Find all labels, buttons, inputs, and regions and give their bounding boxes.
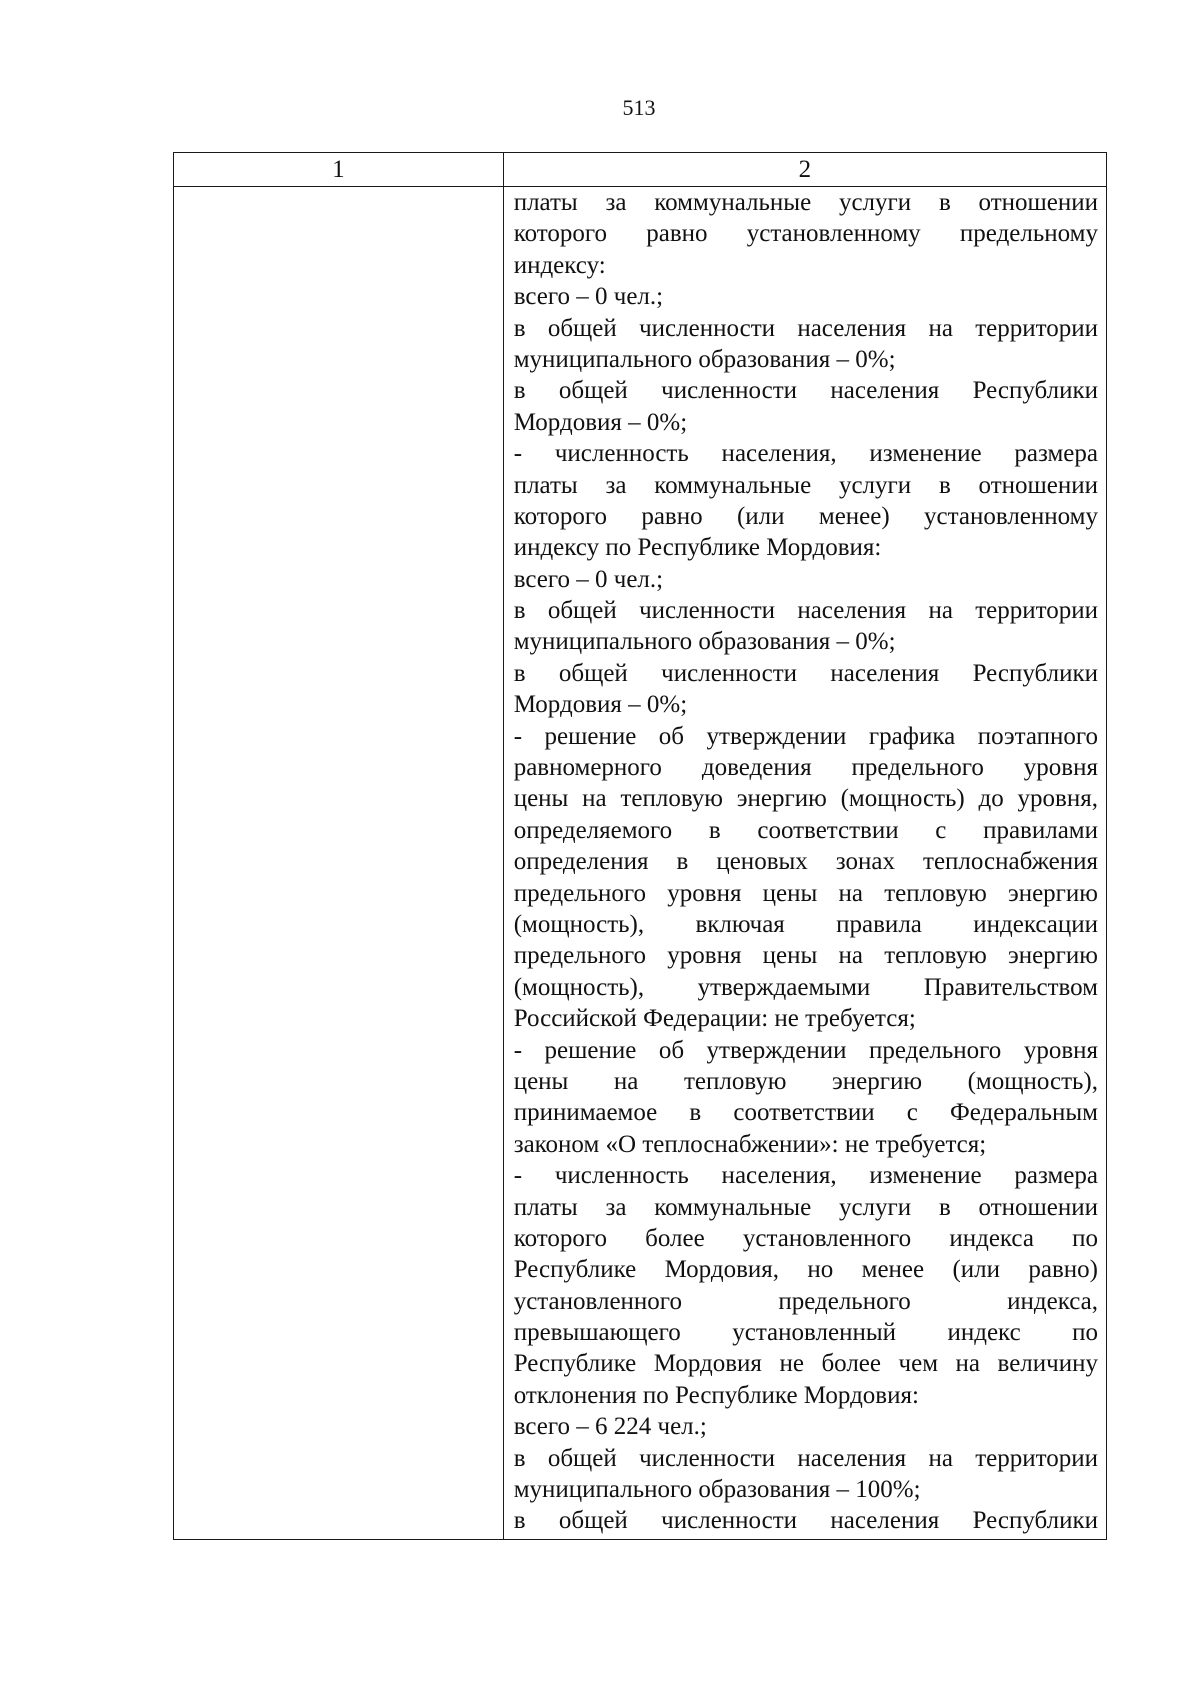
text-line: индексу по Республике Мордовия: bbox=[513, 534, 882, 562]
text-line: законом «О теплоснабжении»: не требуется; bbox=[513, 1130, 987, 1158]
page-number: 513 bbox=[622, 95, 656, 120]
table-cell-column-2 bbox=[503, 187, 1106, 1540]
text-line: всего – 0 чел.; bbox=[513, 565, 664, 593]
text-line: в общей численности населения Республики bbox=[513, 1507, 1098, 1535]
text-line: определяемого в соответствии с правилами bbox=[513, 816, 1098, 844]
text-line: платы за коммунальные услуги в отношении bbox=[513, 471, 1098, 499]
text-line: Мордовия – 0%; bbox=[513, 691, 688, 719]
text-line: которого более установленного индекса по bbox=[513, 1224, 1098, 1252]
text-line: - решение об утверждении предельного уровня bbox=[513, 1036, 1098, 1064]
text-line: в общей численности населения на территории bbox=[513, 1444, 1098, 1472]
text-line: муниципального образования – 0%; bbox=[513, 345, 896, 373]
text-line: принимаемое в соответствии с Федеральным bbox=[513, 1099, 1098, 1127]
text-line: предельного уровня цены на тепловую энергию bbox=[513, 879, 1098, 907]
text-line: платы за коммунальные услуги в отношении bbox=[513, 189, 1098, 216]
text-line: в общей численности населения на территории bbox=[513, 314, 1098, 342]
text-line: муниципального образования – 100%; bbox=[513, 1476, 921, 1504]
text-line: всего – 0 чел.; bbox=[513, 283, 664, 311]
text-line: в общей численности населения Республики bbox=[513, 377, 1098, 405]
column-header-2: 2 bbox=[503, 153, 1106, 187]
text-line: (мощность), утверждаемыми Правительством bbox=[513, 973, 1098, 1001]
cell-text-block bbox=[514, 187, 1098, 1537]
text-line: отклонения по Республике Мордовия: bbox=[513, 1381, 919, 1409]
text-line: платы за коммунальные услуги в отношении bbox=[513, 1193, 1098, 1221]
table-header-row bbox=[174, 153, 1107, 187]
text-line: индексу: bbox=[513, 251, 606, 279]
text-line: (мощность), включая правила индексации bbox=[513, 910, 1098, 938]
text-line: которого равно (или менее) установленному bbox=[513, 502, 1098, 530]
text-line: равномерного доведения предельного уровня bbox=[513, 754, 1098, 782]
text-line: определения в ценовых зонах теплоснабжения bbox=[513, 848, 1098, 876]
text-line: превышающего установленный индекс по bbox=[513, 1319, 1098, 1347]
text-line: Республике Мордовия, но менее (или равно) bbox=[513, 1256, 1098, 1284]
text-line: Республике Мордовия не более чем на величину bbox=[513, 1350, 1098, 1378]
text-line: Мордовия – 0%; bbox=[513, 408, 688, 436]
text-line: предельного уровня цены на тепловую энергию bbox=[513, 942, 1098, 970]
text-line: установленного предельного индекса, bbox=[513, 1287, 1098, 1315]
text-line: - решение об утверждении графика поэтапного bbox=[513, 722, 1098, 750]
text-line: которого равно установленному предельному bbox=[513, 220, 1098, 248]
table-row bbox=[174, 187, 1107, 1540]
text-line: всего – 6 224 чел.; bbox=[513, 1413, 707, 1441]
text-line: цены на тепловую энергию (мощность), bbox=[513, 1067, 1098, 1095]
document-table bbox=[173, 152, 1107, 1540]
text-line: - численность населения, изменение размера bbox=[513, 1162, 1098, 1190]
table-cell-column-1 bbox=[174, 187, 504, 1540]
column-header-1: 1 bbox=[174, 153, 504, 187]
text-line: в общей численности населения на территории bbox=[513, 597, 1098, 625]
text-line: муниципального образования – 0%; bbox=[513, 628, 896, 656]
text-line: цены на тепловую энергию (мощность) до уровня, bbox=[513, 785, 1098, 813]
text-line: - численность населения, изменение размера bbox=[513, 440, 1098, 468]
text-line: в общей численности населения Республики bbox=[513, 659, 1098, 687]
text-line: Российской Федерации: не требуется; bbox=[513, 1005, 916, 1033]
